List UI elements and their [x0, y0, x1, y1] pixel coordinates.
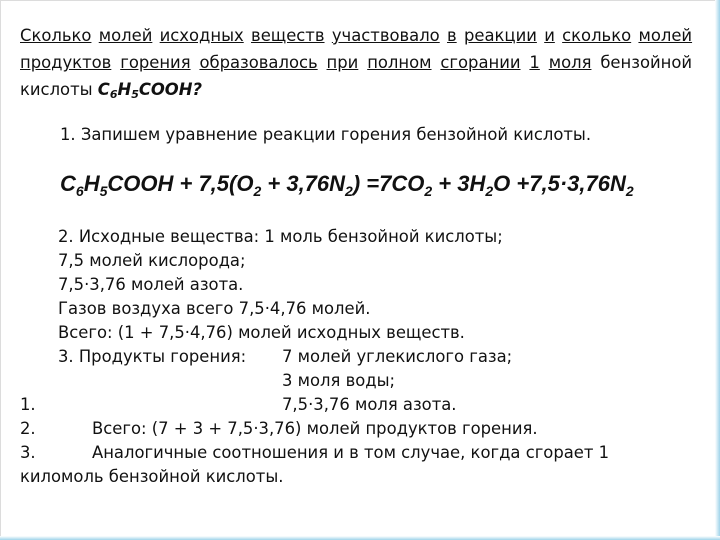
question-text	[20, 22, 692, 103]
equation-subscript: 6	[75, 183, 84, 199]
list-number: 3.	[20, 443, 36, 462]
question-word: моля	[548, 53, 592, 72]
body-text: 3. Продукты горения:	[58, 347, 247, 366]
body-line	[20, 297, 700, 321]
question-word: при	[326, 53, 359, 72]
body-text: 2. Исходные вещества: 1 моль бензойной кислоты;	[58, 227, 503, 246]
equation-part: C	[60, 171, 76, 196]
equation-subscript: 2	[424, 183, 433, 199]
question-formula	[98, 80, 202, 99]
question-word: бензойной кислоты	[20, 53, 693, 99]
question-word: веществ	[251, 26, 325, 45]
equation-subscript: 2	[625, 183, 634, 199]
body-line	[20, 249, 700, 273]
equation-subscript: 2	[485, 183, 494, 199]
question-word: горения	[120, 53, 191, 72]
question-word: участвовало	[331, 26, 440, 45]
body-text: 7 молей углекислого газа;	[282, 347, 513, 366]
question-word: образовалось	[199, 53, 318, 72]
question-word: молей	[98, 26, 153, 45]
body-text: Всего: (7 + 3 + 7,5·3,76) молей продуктов горения.	[92, 419, 538, 438]
question-word: и	[544, 26, 555, 45]
equation-part: + 3,76N	[261, 171, 346, 196]
combustion-equation	[60, 169, 634, 199]
body-text: 7,5 молей кислорода;	[58, 251, 246, 270]
question-word: продуктов	[20, 53, 112, 72]
equation-subscript: 2	[253, 183, 262, 199]
equation-subscript: 5	[99, 183, 108, 199]
question-word: реакции	[463, 26, 537, 45]
body-line	[20, 273, 700, 297]
equation-part: H	[83, 171, 100, 196]
body-text: киломоль бензойной кислоты.	[20, 467, 284, 486]
equation-part: + 3H	[432, 171, 486, 196]
formula-part: C	[97, 80, 110, 99]
list-number: 1.	[20, 395, 36, 414]
question-word: в	[447, 26, 457, 45]
question-word: сгорании	[440, 53, 521, 72]
question-word: 1	[529, 53, 540, 72]
formula-subscript: 5	[131, 88, 139, 101]
body-text: 7,5·3,76 моля азота.	[282, 395, 457, 414]
body-line	[20, 369, 700, 393]
body-line	[20, 441, 700, 465]
question-word: исходных	[159, 26, 244, 45]
step-1-text: 1. Запишем уравнение реакции горения бензойной кислоты.	[60, 125, 592, 144]
body-line	[20, 465, 700, 489]
body-text: 7,5·3,76 молей азота.	[58, 275, 244, 294]
solution-body	[20, 225, 700, 489]
question-word: полном	[367, 53, 432, 72]
formula-part: COOH?	[138, 80, 202, 99]
body-line	[20, 321, 700, 345]
body-line	[20, 417, 700, 441]
list-number: 2.	[20, 419, 36, 438]
slide-edge-bottom	[0, 536, 720, 540]
body-line	[20, 345, 700, 369]
question-word: Сколько	[20, 26, 92, 45]
equation-part: COOH + 7,5(O	[107, 171, 254, 196]
body-text: Всего: (1 + 7,5·4,76) молей исходных веществ.	[58, 323, 465, 342]
formula-subscript: 6	[109, 88, 118, 101]
equation-part: O +7,5·3,76N	[493, 171, 626, 196]
body-line	[20, 393, 700, 417]
slide-edge-right	[715, 0, 720, 540]
body-line	[20, 225, 700, 249]
question-word: сколько	[562, 26, 632, 45]
equation-part: ) =7CO	[352, 171, 425, 196]
question-word: молей	[638, 26, 693, 45]
formula-part: H	[117, 80, 132, 99]
body-text: 3 моля воды;	[282, 371, 396, 390]
equation-subscript: 2	[345, 183, 353, 199]
body-text: Аналогичные соотношения и в том случае, когда сгорает 1	[92, 443, 610, 462]
body-text: Газов воздуха всего 7,5·4,76 молей.	[58, 299, 371, 318]
